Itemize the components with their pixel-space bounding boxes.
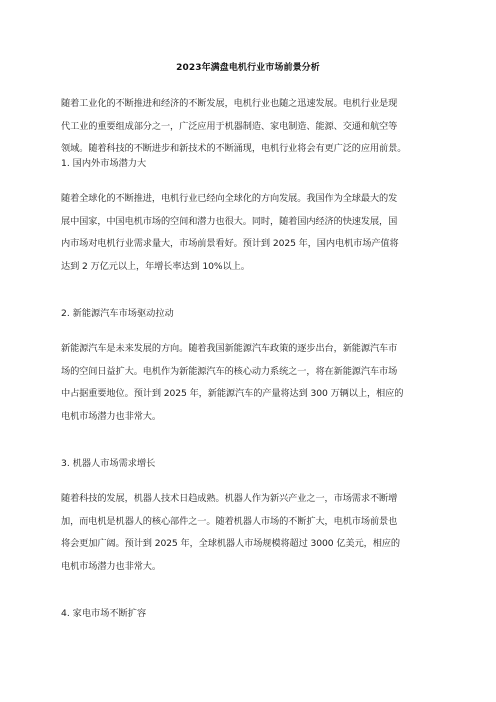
section-heading-3: 3. 机器人市场需求增长 <box>61 458 156 469</box>
section-body-1: 随着全球化的不断推进，电机行业已经向全球化的方向发展。我国作为全球最大的发 展中国家，中国电机市场的空间和潜力也很大。同时，随着国内经济的快速发展，国 内市场对电机行业需求量大，市场前景看好。预计到 2025 年，国内电机市场产值将 达到 2 万亿元以上，年增长率达到 10%以上。 <box>61 193 399 272</box>
section-body-3: 随着科技的发展，机器人技术日趋成熟。机器人作为新兴产业之一，市场需求不断增 加，而电机是机器人的核心部件之一。随着机器人市场的不断扩大，电机市场前景也 将会更加广阔。预计到 2025 年，全球机器人市场规模将超过 3000 亿美元，相应的 电机市场潜力也非常大。 <box>61 493 400 572</box>
intro-paragraph: 随着工业化的不断推进和经济的不断发展，电机行业也随之迅速发展。电机行业是现 代工业的重要组成部分之一，广泛应用于机器制造、家电制造、能源、交通和航空等 领域。随着科技的不断进步和新技术的不断涌现，电机行业将会有更广泛的应用前景。 <box>61 98 407 154</box>
document-title: 2023年满盘电机行业市场前景分析 <box>176 63 320 73</box>
section-heading-4: 4. 家电市场不断扩容 <box>61 608 147 619</box>
section-body-2: 新能源汽车是未来发展的方向。随着我国新能源汽车政策的逐步出台，新能源汽车市 场的空间日益扩大。电机作为新能源汽车的核心动力系统之一，将在新能源汽车市场 中占据重要地位。预计到 2025 年，新能源汽车的产量将达到 300 万辆以上，相应的 电机市场潜力也非常大。 <box>61 343 404 422</box>
section-heading-1: 1. 国内外市场潜力大 <box>61 158 147 169</box>
section-heading-2: 2. 新能源汽车市场驱动拉动 <box>61 308 174 319</box>
